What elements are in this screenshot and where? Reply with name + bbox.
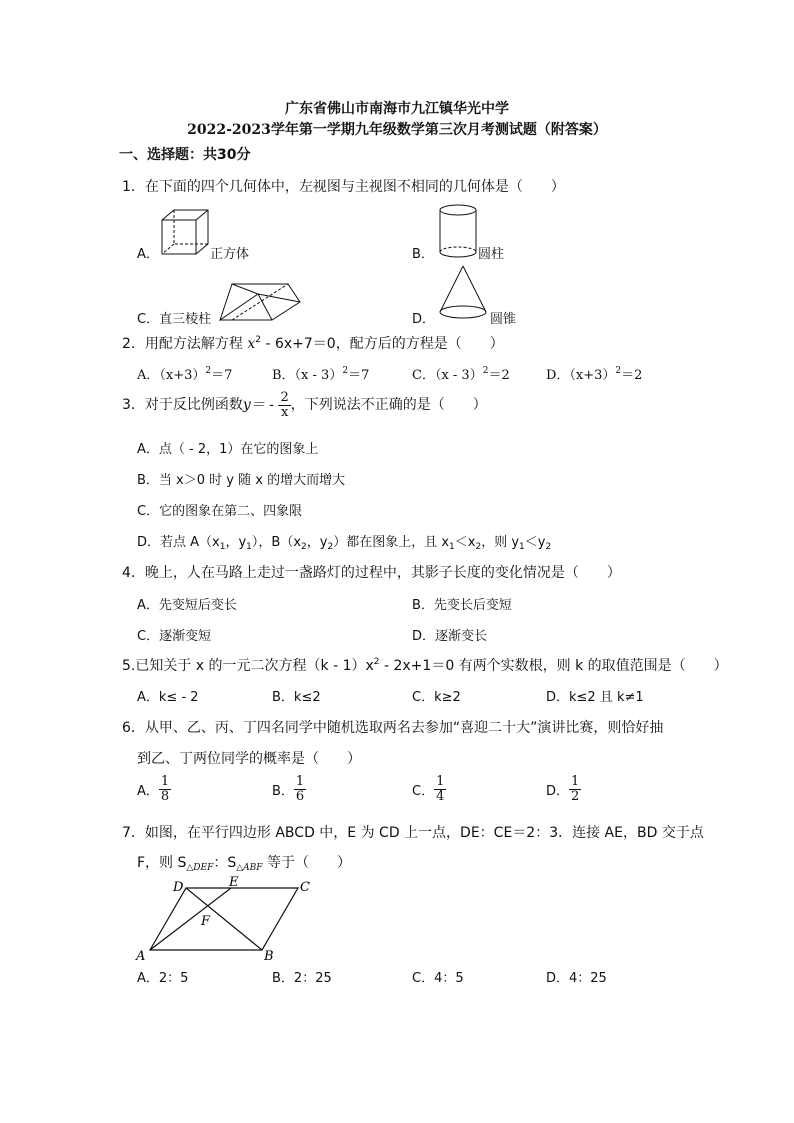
- triangular-prism-icon: [218, 280, 304, 324]
- label-e: E: [229, 875, 239, 890]
- q7-stem-line2: [137, 852, 351, 873]
- q7-sub-abf: △ABF: [236, 863, 263, 873]
- q2-stem: [122, 333, 504, 353]
- q3-d-sub4: 2: [327, 542, 334, 552]
- q5-option-b: B．k≤2: [272, 690, 321, 705]
- q6-c-den: 4: [436, 789, 445, 804]
- q1-option-b-text: 圆柱: [478, 247, 505, 262]
- q6-stem-line1: 6．从甲、乙、丙、丁四名同学中随机选取两名去参加“喜迎二十大”演讲比赛，则恰好抽: [122, 720, 664, 736]
- q7-option-d: D．4：25: [546, 971, 607, 986]
- q6-option-a-label: A．: [137, 784, 159, 799]
- cone-icon: [438, 264, 490, 322]
- q2-option-c-text: C．（x - 3）: [412, 368, 483, 383]
- q2-option-b-tail: ＝7: [348, 368, 370, 383]
- q2-option-b-text: B．（x - 3）: [272, 368, 343, 383]
- q4-option-a: A．先变短后变长: [137, 598, 237, 613]
- q2-option-d: [546, 364, 642, 383]
- q3-d-sub7: 1: [519, 542, 525, 552]
- q1-stem: 1．在下面的四个几何体中，左视图与主视图不相同的几何体是（ ）: [122, 179, 565, 195]
- q3-d-sub3: 2: [301, 542, 307, 552]
- q4-option-b: B．先变长后变短: [412, 598, 512, 613]
- q3-fraction-num: 2: [280, 389, 289, 405]
- q6-a-den: 8: [160, 789, 170, 804]
- q5-option-a: A．k≤ - 2: [137, 690, 199, 705]
- q6-a-num: 1: [160, 774, 170, 789]
- q2-square: 2: [255, 335, 261, 345]
- q2-option-a-tail: ＝7: [211, 368, 233, 383]
- q3-option-d: [137, 531, 551, 552]
- q6-b-num: 1: [295, 774, 305, 789]
- q3-stem-end: ，下列说法不正确的是（ ）: [290, 397, 487, 413]
- q3-fraction: [278, 391, 290, 420]
- q2-stem-end: - 6x+7＝0，配方后的方程是（ ）: [261, 336, 504, 352]
- q6-option-a: [137, 775, 171, 804]
- q1-option-d-text: 圆锥: [490, 312, 517, 327]
- q3-d-sub1: 1: [219, 542, 226, 552]
- q3-option-b: B．当 x＞0 时 y 随 x 的增大而增大: [137, 473, 346, 488]
- q2-option-c-tail: ＝2: [488, 368, 510, 383]
- q6-b-den: 6: [295, 789, 305, 804]
- q4-option-d: D．逐渐变长: [412, 629, 488, 644]
- q2-option-a-text: A．（x+3）: [137, 368, 206, 383]
- q1-option-b-label: B．: [412, 247, 434, 262]
- q3-stem: [122, 390, 487, 420]
- q7-option-a: A．2：5: [137, 971, 189, 986]
- q6-c-num: 1: [436, 774, 445, 789]
- q2-option-a-exp: 2: [205, 366, 212, 376]
- q2-option-d-exp: 2: [615, 366, 622, 376]
- q7-line2-part2: ：S: [213, 855, 237, 871]
- q6-option-c-label: C．: [412, 784, 435, 799]
- q3-d-sub5: 1: [449, 542, 455, 552]
- q2-option-b-exp: 2: [342, 366, 349, 376]
- q3-d-part1: D．若点 A（x: [137, 535, 220, 550]
- q2-option-c: [412, 364, 510, 383]
- segment-bd: [186, 888, 262, 950]
- q3-d-part7: ，则 y: [481, 535, 520, 550]
- q2-option-c-exp: 2: [482, 366, 489, 376]
- parallelogram-figure: [136, 874, 316, 966]
- q3-d-part5: ）都在图象上，且 x: [333, 535, 450, 550]
- title-line-1: 广东省佛山市南海市九江镇华光中学: [285, 101, 509, 117]
- title-line-2: 2022-2023学年第一学期九年级数学第三次月考测试题（附答案）: [187, 122, 607, 138]
- q3-function: y＝ -: [242, 397, 275, 413]
- q6-stem-line2: 到乙、丁两位同学的概率是（ ）: [137, 751, 361, 767]
- q6-option-b: [272, 775, 306, 804]
- q1-option-c-label: C．直三棱柱: [137, 312, 212, 327]
- q3-d-part4: ，y: [306, 535, 328, 550]
- label-d: D: [173, 880, 184, 895]
- q7-line2-part1: F，则 S: [137, 855, 187, 871]
- q6-option-d-fraction: [569, 775, 581, 804]
- q5-option-c: C．k≥2: [412, 690, 461, 705]
- q5-stem-start: 5.已知关于 x 的一元二次方程（k - 1）x: [122, 658, 374, 674]
- q1-option-d-label: D．: [412, 312, 436, 327]
- q3-d-sub8: 2: [545, 542, 552, 552]
- section-heading: 一、选择题：共30分: [119, 147, 251, 163]
- segment-ae: [150, 888, 231, 950]
- q3-option-a: A．点（ - 2，1）在它的图象上: [137, 442, 319, 457]
- q7-sub-def: △DEF: [186, 863, 214, 873]
- q6-option-d: [546, 775, 581, 804]
- q6-option-b-fraction: [294, 775, 306, 804]
- cylinder-icon: [438, 203, 480, 261]
- q7-option-c: C．4：5: [412, 971, 464, 986]
- q2-option-d-tail: ＝2: [621, 368, 643, 383]
- q7-stem-line1: 7．如图，在平行四边形 ABCD 中，E 为 CD 上一点，DE：CE＝2：3．连接 AE，BD 交于点: [122, 825, 704, 841]
- cube-icon: [160, 208, 212, 258]
- q2-variable: x: [247, 336, 256, 352]
- q3-stem-start: 3．对于反比例函数: [122, 397, 243, 413]
- q6-d-num: 1: [571, 774, 580, 789]
- q4-option-c: C．逐渐变短: [137, 629, 212, 644]
- q3-d-part3: ），B（x: [251, 535, 302, 550]
- label-a: A: [136, 949, 146, 964]
- q3-fraction-den: x: [280, 404, 289, 420]
- q6-d-den: 2: [571, 789, 580, 804]
- q5-stem: [122, 655, 728, 675]
- q7-line2-part3: 等于（ ）: [262, 855, 351, 871]
- q3-d-sub6: 2: [475, 542, 482, 552]
- q5-square: 2: [373, 657, 380, 667]
- q2-option-d-text: D．（x+3）: [546, 368, 616, 383]
- label-f: F: [201, 914, 211, 929]
- q6-option-a-fraction: [159, 775, 171, 804]
- label-c: C: [300, 880, 310, 895]
- q4-stem: 4．晚上，人在马路上走过一盏路灯的过程中，其影子长度的变化情况是（ ）: [122, 565, 621, 581]
- q7-option-b: B．2：25: [272, 971, 332, 986]
- q1-option-a-text: 正方体: [210, 247, 250, 262]
- q3-d-part6: ＜x: [454, 535, 476, 550]
- q6-option-d-label: D．: [546, 784, 570, 799]
- q3-option-c: C．它的图象在第二、四象限: [137, 504, 303, 519]
- q2-option-b: [272, 364, 369, 383]
- q1-option-a-label: A．: [137, 247, 159, 262]
- q2-stem-start: 2．用配方法解方程: [122, 336, 248, 352]
- q6-option-b-label: B．: [272, 784, 294, 799]
- q2-option-a: [137, 364, 232, 383]
- q6-option-c-fraction: [434, 775, 446, 804]
- q3-d-part2: ，y: [225, 535, 247, 550]
- q3-d-sub2: 1: [246, 542, 252, 552]
- q5-stem-end: - 2x+1＝0 有两个实数根，则 k 的取值范围是（ ）: [379, 658, 728, 674]
- q5-option-d: D．k≤2 且 k≠1: [546, 690, 644, 705]
- q3-d-part8: ＜y: [524, 535, 546, 550]
- label-b: B: [264, 949, 274, 964]
- q6-option-c: [412, 775, 446, 804]
